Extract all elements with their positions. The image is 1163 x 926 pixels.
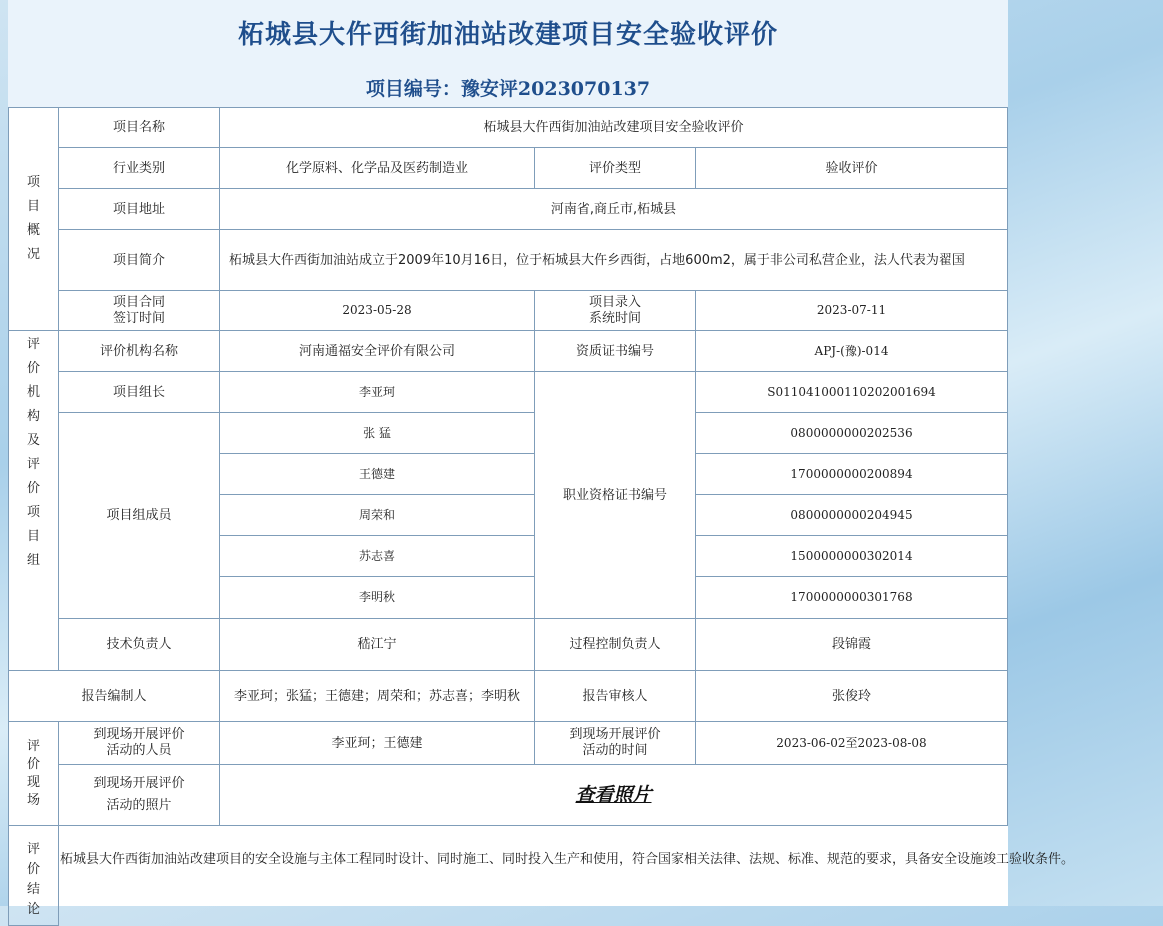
tech-lead-value: 嵇江宁 [220,619,535,671]
members-label: 项目组成员 [59,413,220,619]
section-char: 概 [26,222,40,238]
section-char: 价 [26,361,40,376]
site-photo-label-line1: 到现场开展评价 [93,776,185,791]
site-photo-label-line2: 活动的照片 [106,798,172,813]
member-cert: 1500000000302014 [696,536,1008,577]
entry-label-line1: 项目录入 [588,294,641,310]
section-char: 现 [26,774,40,790]
member-cert: 0800000000204945 [696,495,1008,536]
intro-label: 项目简介 [59,230,220,291]
address-value: 河南省,商丘市,柘城县 [220,189,1008,230]
section-char: 评 [26,738,40,754]
member-name: 苏志喜 [220,536,535,577]
section-char: 目 [26,529,40,544]
page-title: 柘城县大仵西街加油站改建项目安全验收评价 [237,20,778,50]
address-label: 项目地址 [59,189,220,230]
contract-label-line1: 项目合同 [112,294,165,310]
section-char: 价 [26,481,40,496]
page-header [8,0,1008,108]
member-cert: 1700000000301768 [696,577,1008,619]
section-char: 评 [26,337,40,352]
section-conclusion [8,826,59,926]
section-char: 项 [26,505,40,520]
process-lead-label: 过程控制负责人 [535,619,696,671]
member-name: 李亚珂 [220,372,535,413]
site-photo-cell [220,765,1008,826]
section-char: 及 [26,433,40,448]
project-number-label: 项目编号： [365,78,461,100]
site-time-label-line2: 活动的时间 [582,743,648,758]
section-char: 评 [26,457,40,472]
contract-label-line2: 签订时间 [112,310,165,326]
contract-date-value: 2023-05-28 [220,291,535,331]
tech-lead-label: 技术负责人 [59,619,220,671]
section-char: 况 [26,246,40,262]
site-people-label-line2: 活动的人员 [106,743,172,758]
section-char: 机 [26,385,40,400]
section-overview [8,107,59,331]
cert-value: APJ-(豫)-014 [696,331,1008,372]
member-name: 周荣和 [220,495,535,536]
entry-date-value: 2023-07-11 [696,291,1008,331]
cert-label: 资质证书编号 [535,331,696,372]
intro-value: 柘城县大仵西街加油站成立于2009年10月16日，位于柘城县大仵乡西街，占地600m2，属于非公司私营企业，法人代表为翟国 [220,230,1008,291]
org-value: 河南通福安全评价有限公司 [220,331,535,372]
site-people-label [59,722,220,765]
section-char: 构 [26,409,40,424]
view-photos-link[interactable]: 查看照片 [575,783,652,806]
member-name: 李明秋 [220,577,535,619]
member-name: 张 猛 [220,413,535,454]
report-author-label: 报告编制人 [8,671,220,722]
section-char: 场 [26,792,40,808]
site-people-label-line1: 到现场开展评价 [93,727,185,742]
entry-date-label [535,291,696,331]
eval-type-value: 验收评价 [696,148,1008,189]
leader-label: 项目组长 [59,372,220,413]
site-people-value: 李亚珂；王德建 [220,722,535,765]
member-cert: 0800000000202536 [696,413,1008,454]
project-name-label: 项目名称 [59,107,220,148]
section-char: 目 [26,198,40,214]
project-number [8,74,1008,101]
report-reviewer-label: 报告审核人 [535,671,696,722]
section-char: 评 [26,842,40,857]
site-time-value: 2023-06-02至2023-08-08 [696,722,1008,765]
section-char: 项 [26,174,40,190]
section-site [8,722,59,826]
process-lead-value: 段锦霞 [696,619,1008,671]
entry-label-line2: 系统时间 [588,310,641,326]
report-document [8,0,1008,917]
site-photo-label [59,765,220,826]
qualification-label: 职业资格证书编号 [535,372,696,619]
eval-type-label: 评价类型 [535,148,696,189]
report-author-value: 李亚珂；张猛；王德建；周荣和；苏志喜；李明秋 [220,671,535,722]
industry-label: 行业类别 [59,148,220,189]
section-agency [8,331,59,671]
org-label: 评价机构名称 [59,331,220,372]
project-number-value: 豫安评2023070137 [460,78,651,100]
contract-date-label [59,291,220,331]
member-cert: S011041000110202001694 [696,372,1008,413]
section-char: 价 [26,756,40,772]
report-reviewer-value: 张俊玲 [696,671,1008,722]
section-char: 价 [26,862,40,877]
site-time-label [535,722,696,765]
section-char: 结 [26,882,40,897]
section-char: 组 [26,553,40,568]
member-name: 王德建 [220,454,535,495]
section-char: 论 [26,902,40,917]
industry-value: 化学原料、化学品及医药制造业 [220,148,535,189]
conclusion-text: 柘城县大仵西街加油站改建项目的安全设施与主体工程同时设计、同时施工、同时投入生产和使用，符合国家相关法律、法规、标准、规范的要求，具备安全设施竣工验收条件。 [60,852,1075,867]
site-time-label-line1: 到现场开展评价 [569,727,661,742]
member-cert: 1700000000200894 [696,454,1008,495]
project-name-value: 柘城县大仵西街加油站改建项目安全验收评价 [220,107,1008,148]
